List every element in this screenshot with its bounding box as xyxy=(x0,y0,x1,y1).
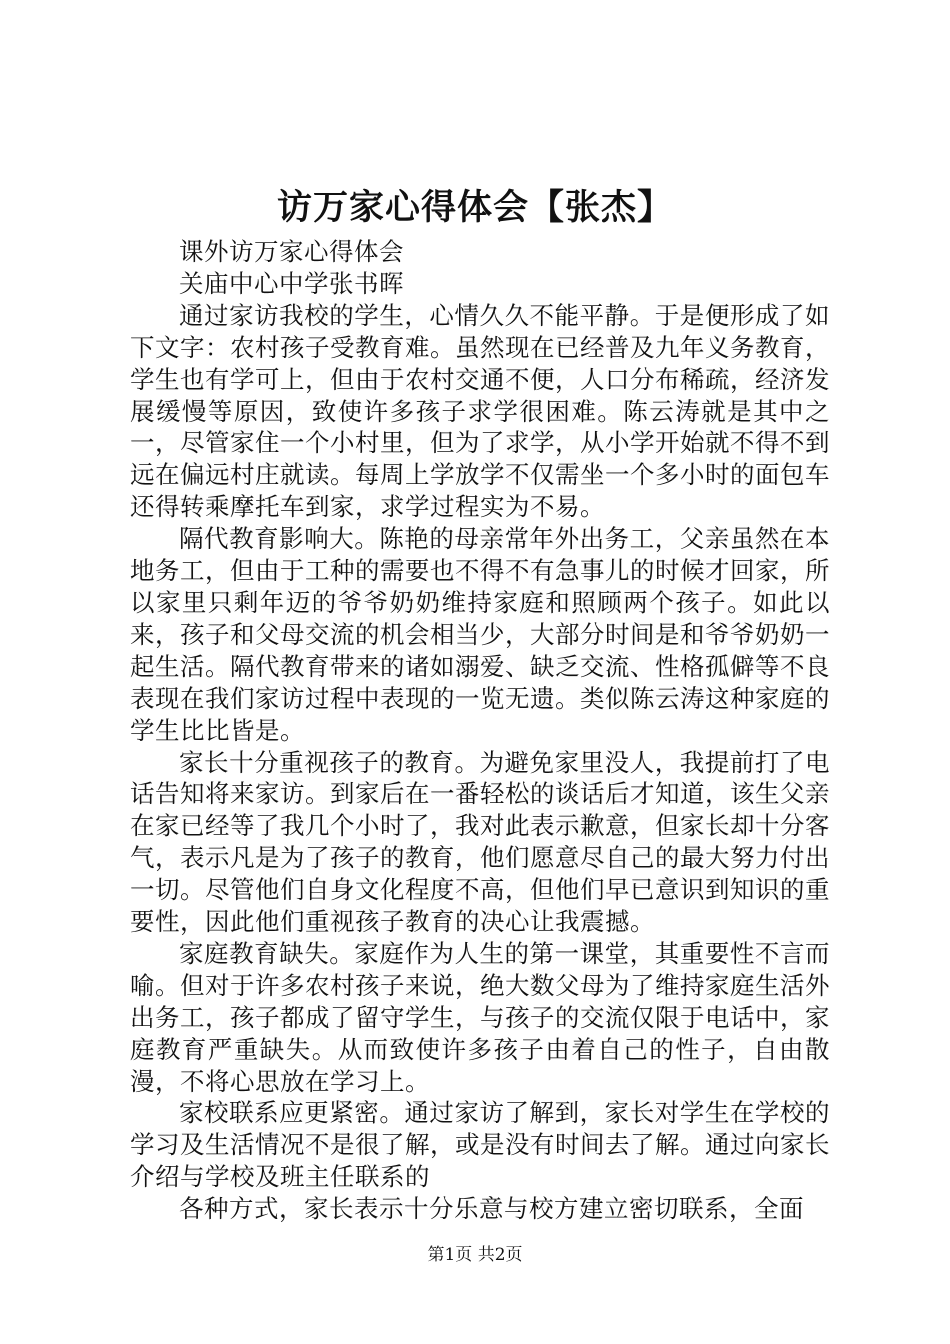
paragraph: 家长十分重视孩子的教育。为避免家里没人，我提前打了电话告知将来家访。到家后在一番轻松的谈话后才知道，该生父亲在家已经等了我几个小时了，我对此表示歉意，但家长却十分客气，表示凡是为了孩子的教育，他们愿意尽自己的最大努力付出一切。尽管他们自身文化程度不高，但他们早已意识到知识的重要性，因此他们重视孩子教育的决心让我震撼。 xyxy=(130,747,830,937)
paragraph-author: 关庙中心中学张书晖 xyxy=(179,268,404,298)
paragraph: 家校联系应更紧密。通过家访了解到，家长对学生在学校的学习及生活情况不是很了解，或是没有时间去了解。通过向家长介绍与学校及班主任联系的 xyxy=(130,1098,830,1192)
document-title: 访万家心得体会【张杰】 xyxy=(276,187,673,228)
document-body xyxy=(130,236,830,1225)
paragraph: 隔代教育影响大。陈艳的母亲常年外出务工，父亲虽然在本地务工，但由于工种的需要也不得不有急事儿的时候才回家，所以家里只剩年迈的爷爷奶奶维持家庭和照顾两个孩子。如此以来，孩子和父母交流的机会相当少，大部分时间是和爷爷奶奶一起生活。隔代教育带来的诸如溺爱、缺乏交流、性格孤僻等不良表现在我们家访过程中表现的一览无遗。类似陈云涛这种家庭的学生比比皆是。 xyxy=(130,524,830,745)
paragraph-subtitle: 课外访万家心得体会 xyxy=(179,237,404,266)
paragraph: 各种方式，家长表示十分乐意与校方建立密切联系，全面 xyxy=(179,1194,804,1224)
paragraph: 通过家访我校的学生，心情久久不能平静。于是便形成了如下文字：农村孩子受教育难。虽然现在已经普及九年义务教育，学生也有学可上，但由于农村交通不便，人口分布稀疏，经济发展缓慢等原因，致使许多孩子求学很困难。陈云涛就是其中之一，尽管家住一个小村里，但为了求学，从小学开始就不得不到远在偏远村庄就读。每周上学放学不仅需坐一个多小时的面包车还得转乘摩托车到家，求学过程实为不易。 xyxy=(130,300,830,522)
page-number-footer: 第1页 共2页 xyxy=(427,1245,523,1265)
paragraph: 家庭教育缺失。家庭作为人生的第一课堂，其重要性不言而喻。但对于许多农村孩子来说，绝大数父母为了维持家庭生活外出务工，孩子都成了留守学生，与孩子的交流仅限于电话中，家庭教育严重缺失。从而致使许多孩子由着自己的性子，自由散漫，不将心思放在学习上。 xyxy=(130,938,830,1096)
